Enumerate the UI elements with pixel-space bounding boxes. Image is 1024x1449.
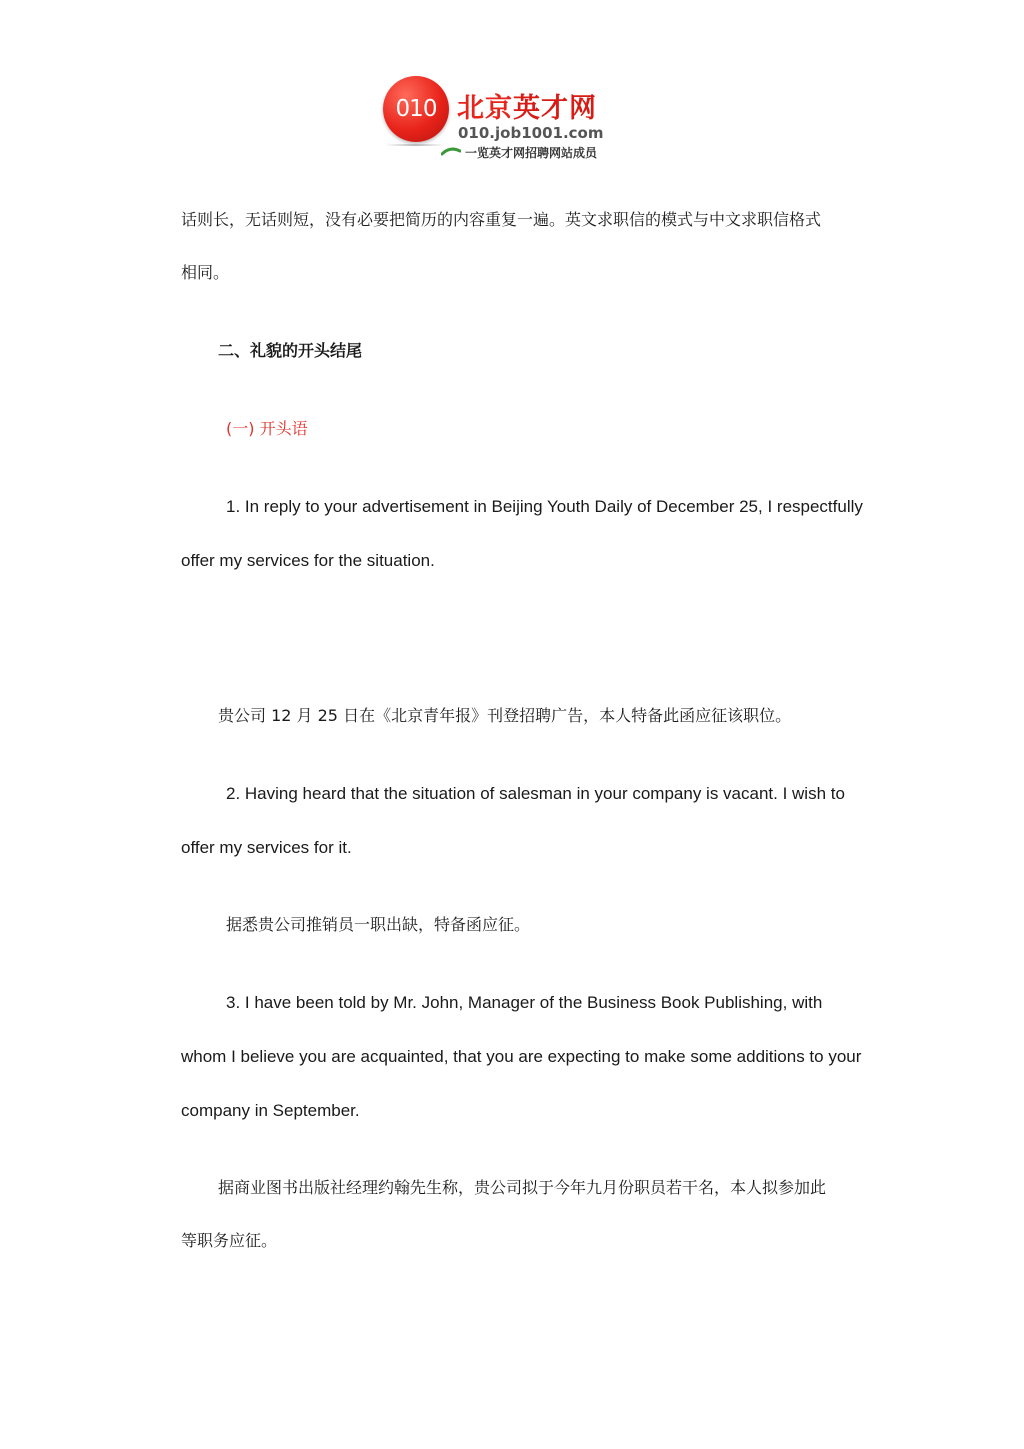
logo-shadow [385, 144, 445, 146]
logo-name-part2: 英才网 [513, 93, 597, 124]
logo-name-part1: 北京 [457, 93, 513, 124]
logo-badge [383, 76, 449, 142]
example-cn-line: 等职务应征。 [181, 1231, 278, 1250]
example-en-line: offer my services for it. [181, 838, 352, 857]
logo-url: 010.job1001.com [458, 124, 604, 142]
logo-name [457, 86, 597, 125]
swoosh-icon [441, 146, 461, 156]
logo-badge-text: 010 [395, 96, 437, 122]
example-en-line: offer my services for the situation. [181, 551, 435, 570]
paragraph-line: 相同。 [181, 263, 230, 282]
example-cn-line: 贵公司 12 月 25 日在《北京青年报》刊登招聘广告，本人特备此函应征该职位。 [218, 706, 792, 725]
subheading: (一) 开头语 [226, 419, 308, 438]
section-heading: 二、礼貌的开头结尾 [218, 341, 363, 360]
example-cn-line: 据商业图书出版社经理约翰先生称，贵公司拟于今年九月份职员若干名，本人拟参加此 [218, 1178, 827, 1197]
site-logo [383, 74, 653, 166]
example-en-line: company in September. [181, 1101, 360, 1120]
logo-tagline: 一览英才网招聘网站成员 [465, 146, 598, 160]
example-en-line: 1. In reply to your advertisement in Beijing Youth Daily of December 25, I respectfully [226, 497, 863, 516]
paragraph-line: 话则长，无话则短，没有必要把简历的内容重复一遍。英文求职信的模式与中文求职信格式 [181, 210, 822, 229]
example-cn-line: 据悉贵公司推销员一职出缺，特备函应征。 [226, 915, 531, 934]
example-en-line: 3. I have been told by Mr. John, Manager of the Business Book Publishing, with [226, 993, 823, 1012]
example-en-line: whom I believe you are acquainted, that you are expecting to make some additions to your [181, 1047, 862, 1066]
example-en-line: 2. Having heard that the situation of salesman in your company is vacant. I wish to [226, 784, 845, 803]
